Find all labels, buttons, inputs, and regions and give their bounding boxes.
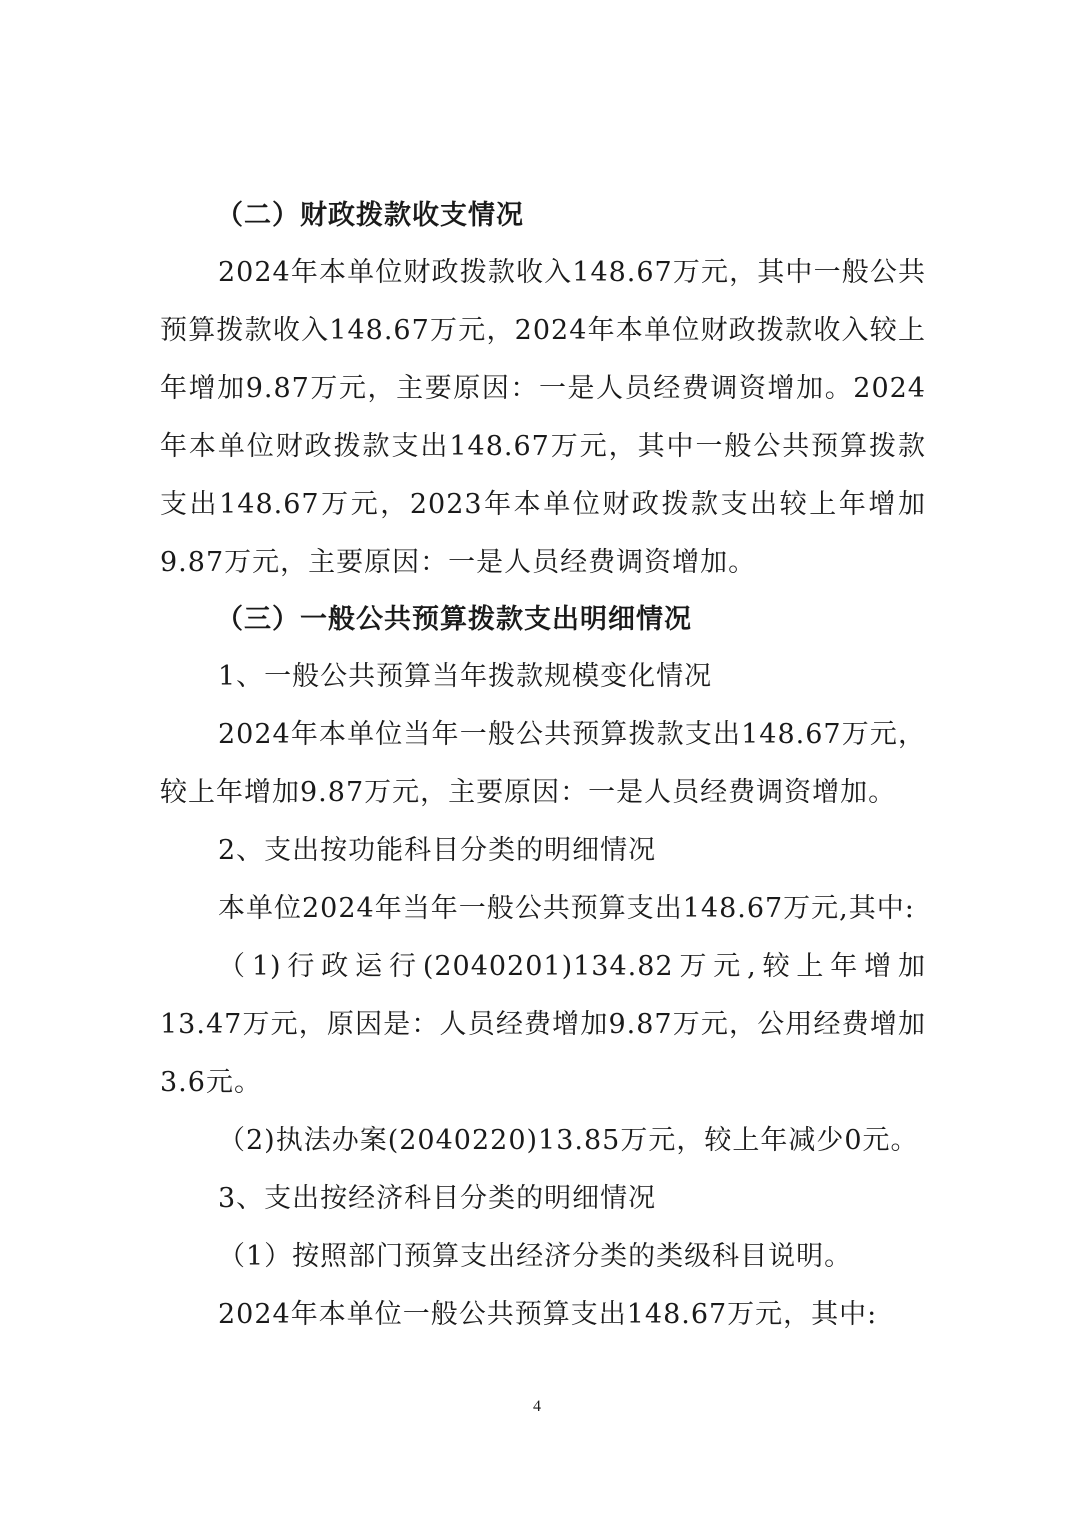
- section-heading-general-budget: （三）一般公共预算拨款支出明细情况: [216, 604, 692, 635]
- paragraph-finance-summary: 2024年本单位财政拨款收入148.67万元，其中一般公共预算拨款收入148.67万元，2024年本单位财政拨款收入较上年增加9.87万元，主要原因：一是人员经费调资增加。2024年本单位财政拨款支出148.67万元，其中一般公共预算拨款支出148.67万元，2023年本单位财政拨款支出较上年增加9.87万元，主要原因：一是人员经费调资增加。: [160, 257, 926, 578]
- paragraph-functional-item-2: （2)执法办案(2040220)13.85万元，较上年减少0元。: [218, 1125, 919, 1156]
- subheading-functional-classification: 2、支出按功能科目分类的明细情况: [218, 835, 657, 866]
- document-page: [160, 188, 926, 1344]
- paragraph-functional-item-1: （1)行政运行(2040201)134.82万元,较上年增加13.47万元，原因是：人员经费增加9.87万元，公用经费增加3.6元。: [160, 951, 926, 1098]
- paragraph-scale-change: 2024年本单位当年一般公共预算拨款支出148.67万元，较上年增加9.87万元，主要原因：一是人员经费调资增加。: [160, 719, 926, 808]
- subheading-economic-classification: 3、支出按经济科目分类的明细情况: [218, 1183, 657, 1214]
- section-heading-finance: （二）财政拨款收支情况: [216, 200, 524, 231]
- subheading-scale-change: 1、一般公共预算当年拨款规模变化情况: [218, 661, 713, 692]
- paragraph-economic-intro: 2024年本单位一般公共预算支出148.67万元，其中:: [218, 1299, 878, 1330]
- paragraph-economic-item-1: （1）按照部门预算支出经济分类的类级科目说明。: [218, 1241, 853, 1272]
- paragraph-functional-intro: 本单位2024年当年一般公共预算支出148.67万元,其中:: [218, 893, 915, 924]
- page-number: 4: [533, 1398, 541, 1415]
